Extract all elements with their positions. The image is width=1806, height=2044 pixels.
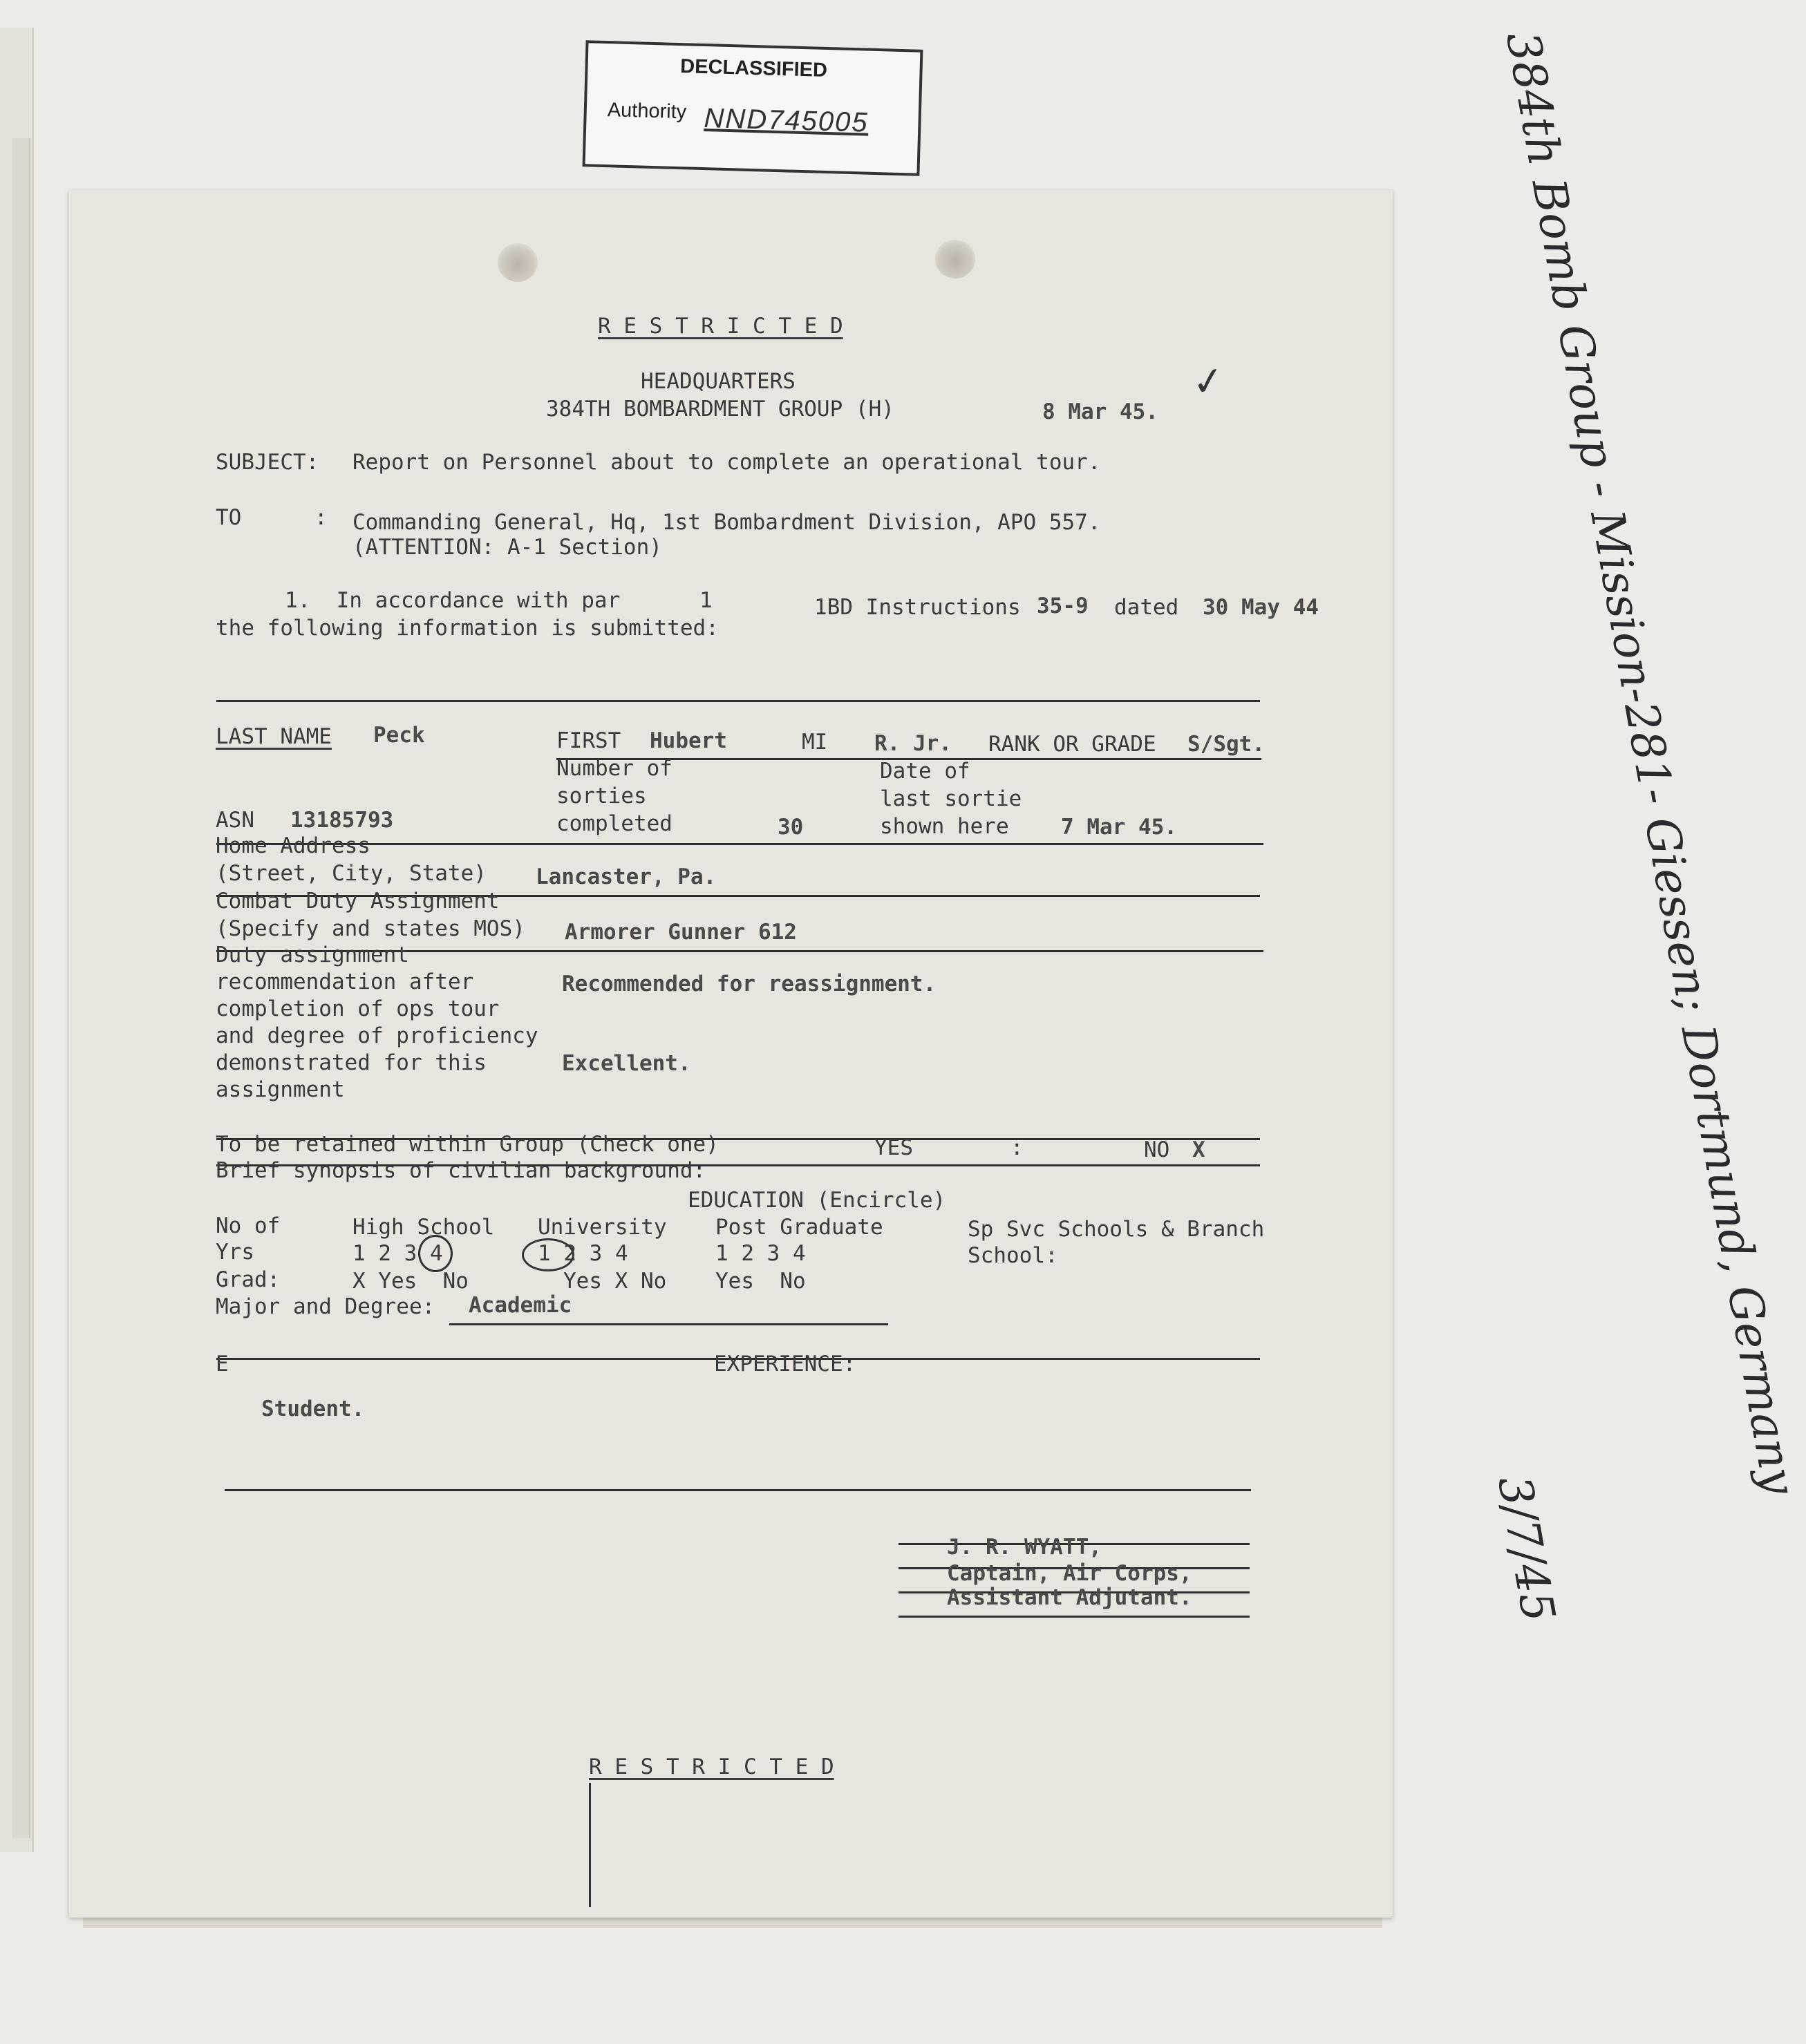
asn-value: 13185793 [290,808,394,833]
mi-label: MI [802,730,828,755]
last-name-label: LAST NAME [216,724,332,749]
retained-colon: : [1010,1135,1024,1160]
memo-date: 8 Mar 45. [1042,399,1158,424]
combat-duty-label-1: Combat Duty Assignment [216,889,500,914]
combat-duty-value: Armorer Gunner 612 [565,920,797,945]
dated-value: 30 May 44 [1203,595,1319,620]
duty-label-1: Duty assignment [216,943,409,967]
rule [899,1616,1250,1618]
last-sortie-label-3: shown here [880,814,1009,839]
punch-hole-right [935,240,975,278]
asn-label: ASN [216,808,254,833]
rule [216,700,1260,702]
adjacent-page-edge-inner [12,138,30,1838]
high-school-grad: X Yes No [352,1269,469,1294]
synopsis-label: Brief synopsis of civilian background: [216,1158,706,1183]
proficiency-value: Excellent. [562,1051,691,1076]
retained-label: To be retained within Group (Check one) [216,1132,719,1157]
subject-label: SUBJECT: [216,450,319,475]
duty-label-6: assignment [216,1077,345,1102]
declassified-stamp [583,40,923,176]
paragraph-instructions: 1BD Instructions [814,595,1021,620]
rule [449,1323,888,1325]
university-label: University [538,1215,667,1240]
duty-label-5: demonstrated for this [216,1050,487,1075]
document-page [69,190,1393,1918]
circled-mark [522,1238,574,1271]
high-school-label: High School [352,1215,495,1240]
education-label: EDUCATION (Encircle) [688,1188,946,1213]
post-graduate-label: Post Graduate [715,1215,883,1240]
sp-svc-label-1: Sp Svc Schools & Branch [968,1217,1265,1242]
post-graduate-grad: Yes No [715,1269,806,1294]
handwritten-side-note: 384th Bomb Group - Mission-281- Giessen; Dortmund, Germany [1496,28,1806,1499]
experience-label: EXPERIENCE: [714,1352,856,1376]
signatory-name: J. R. WYATT, [947,1535,1102,1560]
sorties-label-2: sorties [556,784,647,808]
paragraph-number: 1 [699,588,713,613]
rule [216,843,1263,845]
subject-text: Report on Personnel about to complete an operational tour. [352,450,1101,475]
rank-label: RANK OR GRADE [988,732,1156,757]
experience-e-label: E [216,1352,229,1376]
stamp-authority-label: Authority [607,99,687,124]
first-name-label: FIRST [556,728,621,753]
classification-footer: R E S T R I C T E D [589,1754,834,1779]
paragraph-start: 1. In accordance with par [285,588,621,613]
combat-duty-label-2: (Specify and states MOS) [216,916,525,941]
retained-no-label: NO [1144,1137,1170,1162]
retained-yes-label: YES [874,1135,913,1160]
circled-mark [418,1235,453,1272]
to-text: Commanding General, Hq, 1st Bombardment Division, APO 557. [352,510,1101,535]
sorties-label-1: Number of [556,756,672,781]
last-name-value: Peck [373,723,425,748]
sorties-label-3: completed [556,811,672,836]
experience-value: Student. [261,1397,365,1421]
yrs-label: Yrs [216,1240,254,1265]
dated-label: dated [1114,595,1179,620]
to-label: TO [216,505,242,530]
org-line-2: 384TH BOMBARDMENT GROUP (H) [546,397,894,422]
duty-label-3: completion of ops tour [216,996,500,1021]
first-name-value: Hubert [650,728,727,753]
to-colon: : [314,505,328,530]
signatory-title-2: Assistant Adjutant. [947,1585,1192,1610]
classification-header: R E S T R I C T E D [598,314,843,339]
sp-svc-label-2: School: [968,1243,1058,1268]
signatory-title-1: Captain, Air Corps, [947,1561,1192,1586]
duty-label-2: recommendation after [216,969,474,994]
home-address-label-2: (Street, City, State) [216,861,487,886]
grad-label: Grad: [216,1267,281,1292]
pencil-mark [589,1783,591,1907]
university-years: 1 2 3 4 [538,1241,628,1266]
attention-text: (ATTENTION: A-1 Section) [352,535,662,560]
last-sortie-value: 7 Mar 45. [1061,815,1177,840]
last-sortie-label-1: Date of [880,759,970,784]
home-address-label-1: Home Address [216,833,370,858]
rank-value: S/Sgt. [1187,732,1265,757]
stamp-authority-value: NND745005 [703,103,869,138]
org-line-1: HEADQUARTERS [641,369,796,394]
stamp-title: DECLASSIFIED [679,55,828,82]
instruction-number: 35-9 [1037,594,1089,618]
mi-value: R. Jr. [874,731,952,756]
paragraph-line-2: the following information is submitted: [216,616,719,641]
post-graduate-years: 1 2 3 4 [715,1241,806,1266]
duty-recommendation-value: Recommended for reassignment. [562,972,937,996]
high-school-years: 1 2 3 4 [352,1241,443,1266]
major-degree-value: Academic [469,1293,572,1318]
handwritten-side-date: 3/7/45 [1487,1472,1565,1626]
home-address-value: Lancaster, Pa. [536,864,717,889]
sorties-value: 30 [778,815,804,840]
university-grad: Yes X No [563,1269,667,1294]
punch-hole-left [498,243,538,282]
retained-no-mark: X [1192,1137,1205,1162]
checkmark-icon: ✓ [1189,357,1228,406]
rule [225,1489,1251,1491]
no-of-label: No of [216,1213,281,1238]
major-degree-label: Major and Degree: [216,1294,435,1319]
last-sortie-label-2: last sortie [880,786,1022,811]
duty-label-4: and degree of proficiency [216,1023,538,1048]
